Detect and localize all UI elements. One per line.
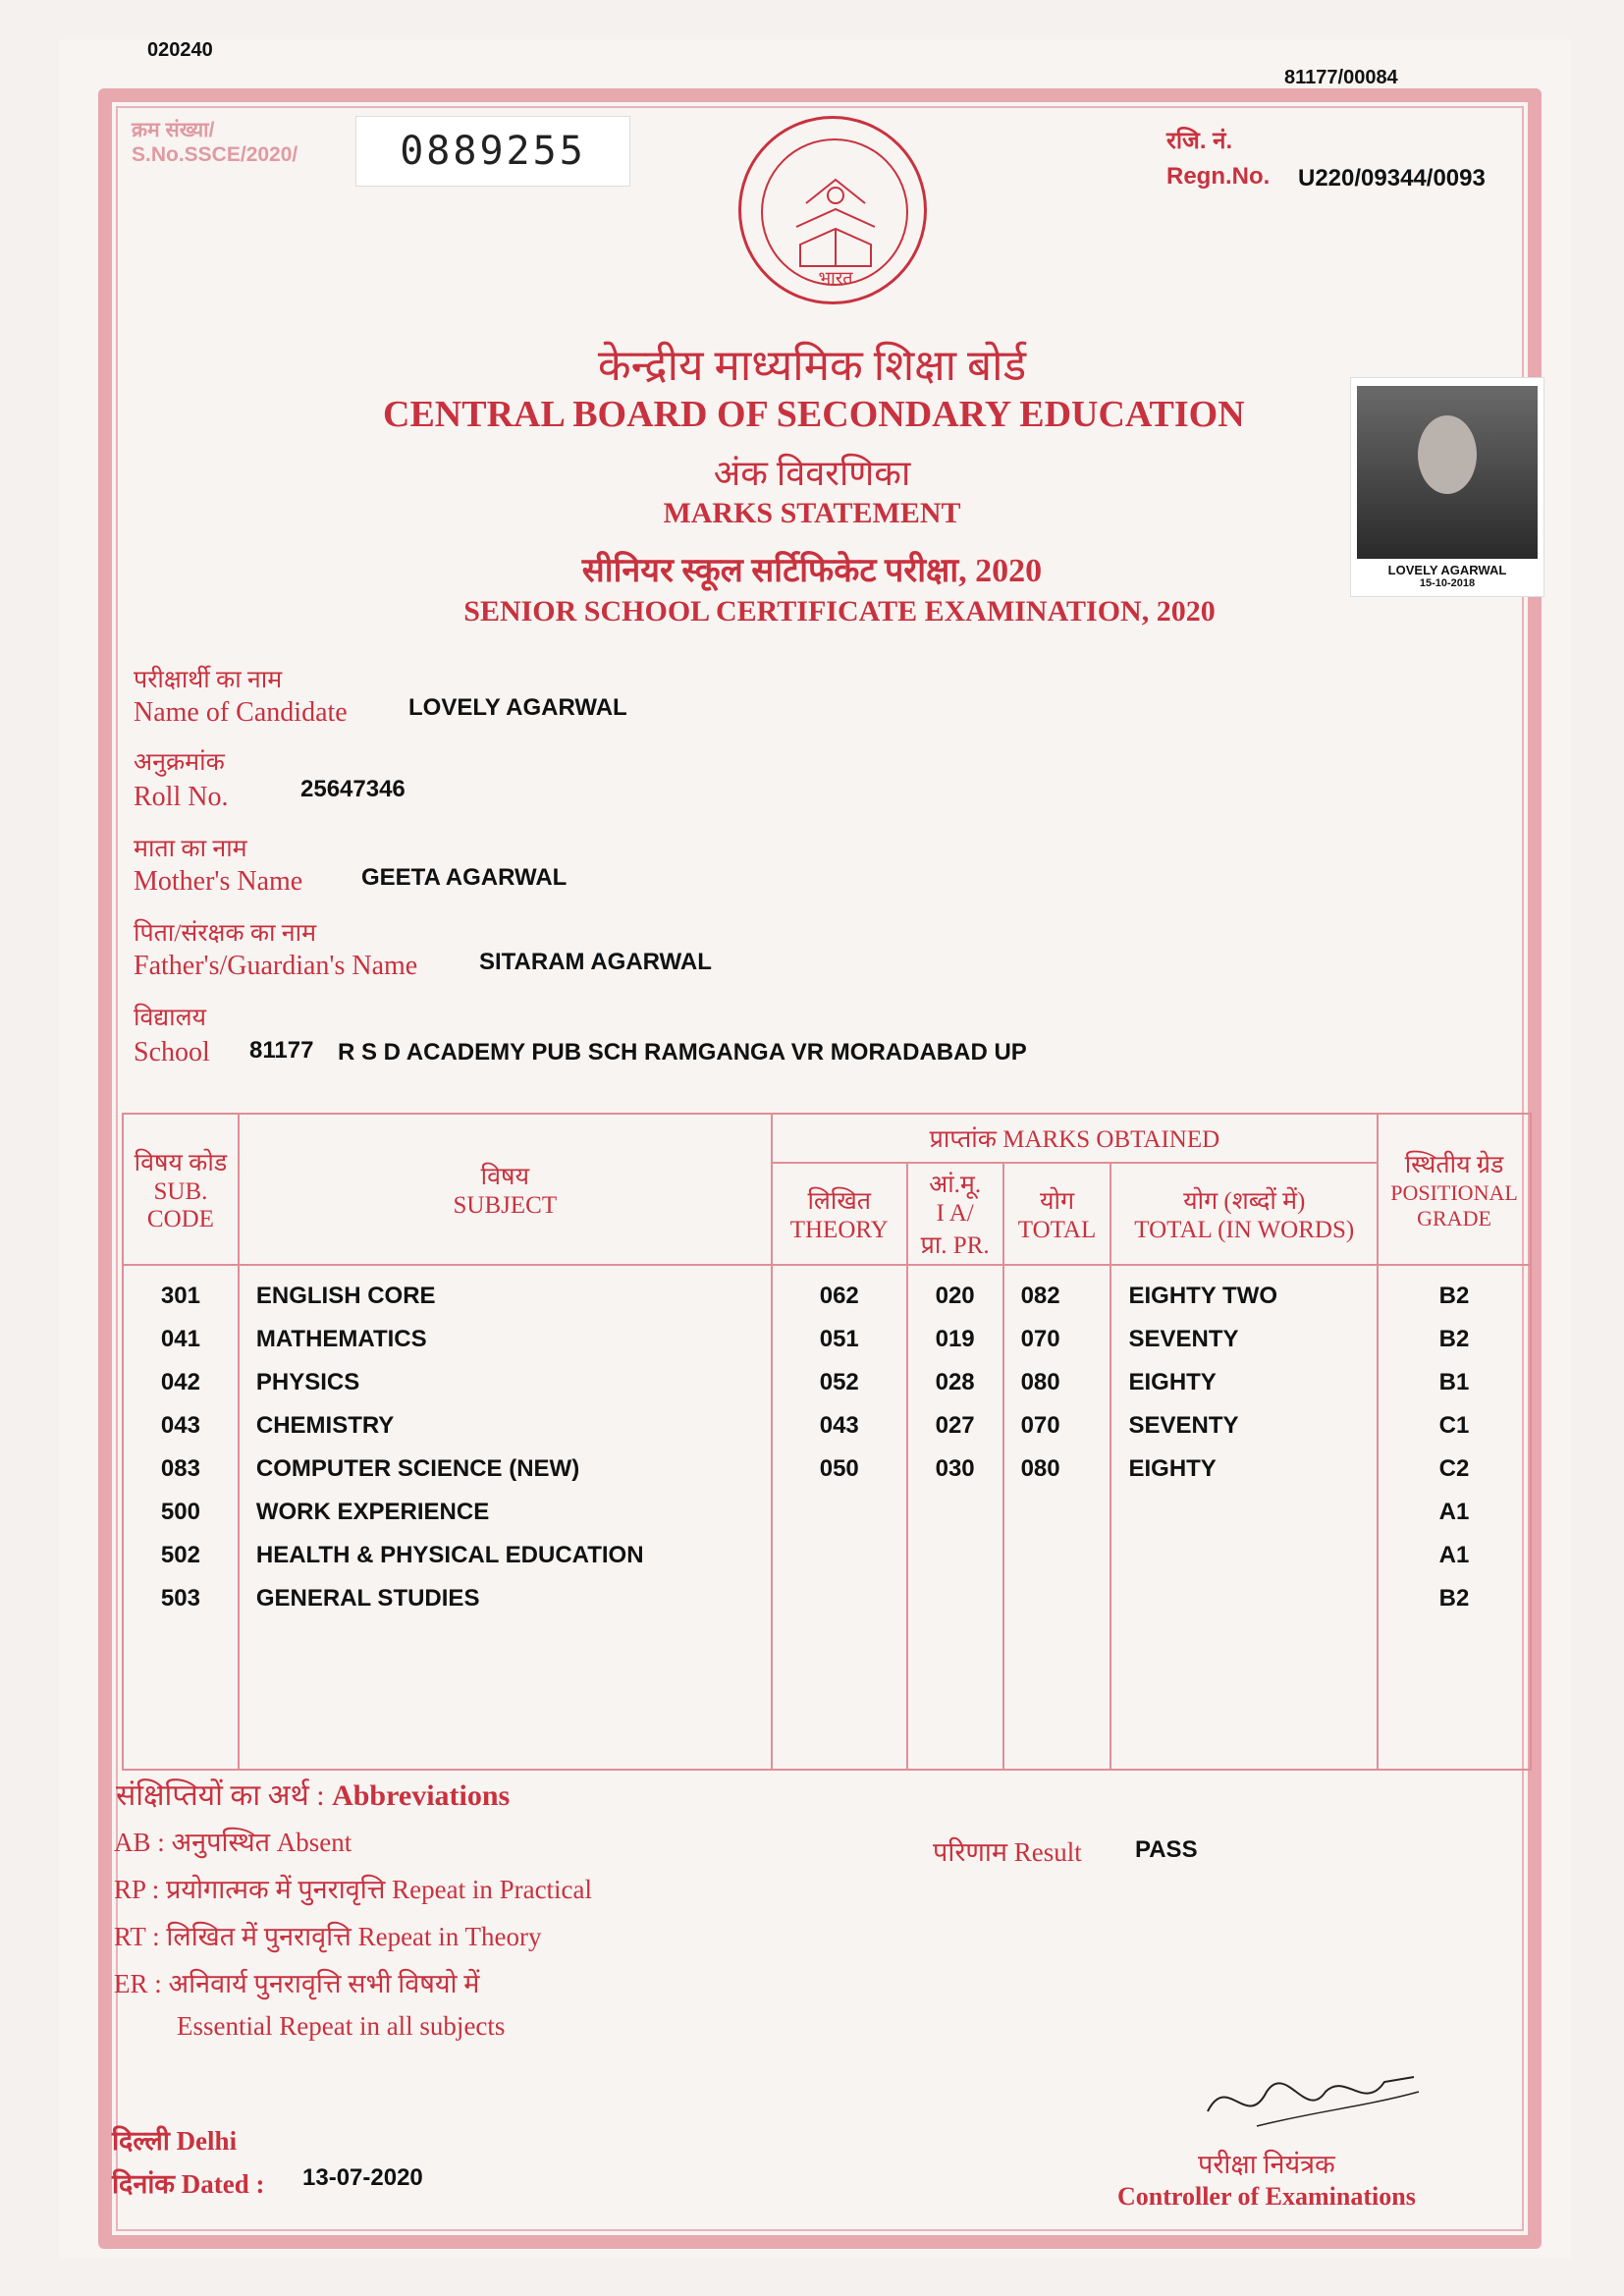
mother-label-hi: माता का नाम: [134, 836, 247, 862]
col-total-header: योग TOTAL: [1003, 1163, 1111, 1265]
row-words: EIGHTY: [1128, 1455, 1217, 1482]
theory-column: [772, 1265, 907, 1770]
regn-value: U220/09344/0093: [1298, 165, 1486, 191]
top-right-code: 81177/00084: [1284, 67, 1398, 88]
result-value: PASS: [1135, 1836, 1198, 1863]
top-left-code: 020240: [147, 39, 213, 61]
row-theory: 051: [819, 1326, 859, 1352]
row-grade: A1: [1438, 1542, 1470, 1568]
sno-value: 0889255: [355, 116, 630, 187]
row-code: 041: [160, 1326, 200, 1352]
row-theory: [774, 1534, 905, 1577]
seal-text-mid: भारत: [818, 268, 853, 288]
abbr-rt: RT : लिखित में पुनरावृत्ति Repeat in Theory: [114, 1922, 542, 1951]
row-ia: 027: [935, 1412, 975, 1439]
ia-column: [907, 1265, 1003, 1770]
row-words: SEVENTY: [1128, 1412, 1239, 1439]
row-code: 500: [160, 1499, 200, 1525]
roll-number: 25647346: [300, 776, 406, 802]
col-grade-header: स्थितीय ग्रेड POSITIONAL GRADE: [1378, 1114, 1531, 1265]
statement-title-en: MARKS STATEMENT: [663, 497, 961, 529]
photo-name: LOVELY AGARWAL: [1387, 563, 1507, 577]
regn-label-hi: रजि. नं.: [1166, 128, 1233, 154]
row-subject: COMPUTER SCIENCE (NEW): [255, 1455, 580, 1482]
row-ia: [909, 1534, 1001, 1577]
sno-label-en: S.No.SSCE/2020/: [132, 143, 298, 166]
row-grade: C2: [1438, 1455, 1470, 1482]
photo-date: 15-10-2018: [1419, 577, 1476, 589]
row-subject: WORK EXPERIENCE: [255, 1499, 490, 1525]
col-subject-header: विषय SUBJECT: [239, 1114, 772, 1265]
board-title-hi: केन्द्रीय माध्यमिक शिक्षा बोर्ड: [597, 342, 1027, 390]
row-subject: CHEMISTRY: [255, 1412, 395, 1439]
school-label-hi: विद्यालय: [134, 1005, 207, 1031]
row-theory: 050: [819, 1455, 859, 1482]
marks-obtained-header: प्राप्तांक MARKS OBTAINED: [772, 1114, 1378, 1163]
roll-label-en: Roll No.: [134, 782, 229, 812]
row-ia: 028: [935, 1369, 975, 1395]
row-ia: [909, 1577, 1001, 1620]
controller-en: Controller of Examinations: [1117, 2182, 1416, 2211]
dated-label: दिनांक Dated :: [112, 2169, 265, 2199]
row-total: 070: [1020, 1326, 1060, 1352]
row-total: 070: [1020, 1412, 1060, 1439]
row-total: [1005, 1491, 1110, 1534]
grade-column: [1378, 1265, 1531, 1770]
row-code: 083: [160, 1455, 200, 1482]
row-subject: ENGLISH CORE: [255, 1283, 436, 1309]
row-code: 301: [160, 1283, 200, 1309]
row-grade: B1: [1438, 1369, 1470, 1395]
place: दिल्ली Delhi: [112, 2126, 238, 2156]
mother-label-en: Mother's Name: [134, 866, 303, 897]
statement-title-hi: अंक विवरणिका: [713, 454, 911, 493]
roll-label-hi: अनुक्रमांक: [134, 749, 225, 776]
name-label-hi: परीक्षार्थी का नाम: [134, 667, 283, 693]
dated-value: 13-07-2020: [302, 2164, 423, 2191]
row-words: SEVENTY: [1128, 1326, 1239, 1352]
row-grade: A1: [1438, 1499, 1470, 1525]
abbr-rp: RP : प्रयोगात्मक में पुनरावृत्ति Repeat in Practical: [114, 1875, 593, 1904]
father-label-hi: पिता/संरक्षक का नाम: [134, 920, 317, 947]
row-code: 042: [160, 1369, 200, 1395]
candidate-name: LOVELY AGARWAL: [408, 694, 627, 721]
row-grade: B2: [1438, 1283, 1470, 1309]
row-words: [1112, 1534, 1376, 1577]
controller-hi: परीक्षा नियंत्रक: [1198, 2150, 1335, 2179]
cbse-seal-icon: [738, 116, 927, 304]
abbr-ab: AB : अनुपस्थित Absent: [114, 1828, 352, 1857]
regn-label-en: Regn.No.: [1166, 163, 1271, 190]
codes-column: [123, 1265, 239, 1770]
words-column: [1110, 1265, 1378, 1770]
row-theory: 052: [819, 1369, 859, 1395]
row-grade: B2: [1438, 1585, 1470, 1612]
subjects-column: [239, 1265, 772, 1770]
sno-label-hi: क्रम संख्या/: [132, 119, 215, 141]
marks-table: [122, 1113, 1532, 1771]
row-code: 503: [160, 1585, 200, 1612]
exam-title-en: SENIOR SCHOOL CERTIFICATE EXAMINATION, 2020: [463, 595, 1216, 628]
row-total: [1005, 1577, 1110, 1620]
row-words: [1112, 1577, 1376, 1620]
col-ia-header: आं.मू. I A/ प्रा. PR.: [907, 1163, 1003, 1265]
mother-name: GEETA AGARWAL: [361, 864, 568, 891]
row-total: 080: [1020, 1369, 1060, 1395]
row-subject: GENERAL STUDIES: [255, 1585, 480, 1612]
row-subject: MATHEMATICS: [255, 1326, 427, 1352]
row-total: [1005, 1534, 1110, 1577]
father-label-en: Father's/Guardian's Name: [134, 951, 418, 981]
result-label: परिणाम Result: [933, 1837, 1082, 1867]
name-label-en: Name of Candidate: [134, 697, 348, 728]
row-total: 082: [1020, 1283, 1060, 1309]
row-subject: PHYSICS: [255, 1369, 360, 1395]
school-code: 81177: [249, 1037, 314, 1064]
exam-title-hi: सीनियर स्कूल सर्टिफिकेट परीक्षा, 2020: [581, 553, 1043, 589]
col-theory-header: लिखित THEORY: [772, 1163, 907, 1265]
row-ia: 030: [935, 1455, 975, 1482]
row-theory: [774, 1577, 905, 1620]
row-total: 080: [1020, 1455, 1060, 1482]
signature-icon: [1198, 2052, 1424, 2141]
school-name: R S D ACADEMY PUB SCH RAMGANGA VR MORADABAD UP: [338, 1039, 1027, 1066]
abbr-er: ER : अनिवार्य पुनरावृत्ति सभी विषयो में: [114, 1969, 480, 1998]
row-grade: B2: [1438, 1326, 1470, 1352]
row-code: 502: [160, 1542, 200, 1568]
row-words: EIGHTY: [1128, 1369, 1217, 1395]
row-words: EIGHTY TWO: [1128, 1283, 1278, 1309]
row-ia: 020: [935, 1283, 975, 1309]
row-subject: HEALTH & PHYSICAL EDUCATION: [255, 1542, 644, 1568]
col-code-header: विषय कोड SUB. CODE: [123, 1114, 239, 1265]
row-theory: 062: [819, 1283, 859, 1309]
board-title-en: CENTRAL BOARD OF SECONDARY EDUCATION: [383, 394, 1245, 435]
row-words: [1112, 1491, 1376, 1534]
father-name: SITARAM AGARWAL: [479, 949, 712, 975]
school-label-en: School: [134, 1037, 210, 1067]
row-theory: [774, 1491, 905, 1534]
row-ia: 019: [935, 1326, 975, 1352]
total-column: [1003, 1265, 1111, 1770]
row-theory: 043: [819, 1412, 859, 1439]
abbr-er-2: Essential Repeat in all subjects: [177, 2011, 506, 2041]
col-words-header: योग (शब्दों में) TOTAL (IN WORDS): [1110, 1163, 1378, 1265]
row-grade: C1: [1438, 1412, 1470, 1439]
abbr-heading: संक्षिप्तियों का अर्थ : Abbreviations: [116, 1779, 511, 1812]
row-code: 043: [160, 1412, 200, 1439]
row-ia: [909, 1491, 1001, 1534]
candidate-photo: [1350, 377, 1544, 597]
